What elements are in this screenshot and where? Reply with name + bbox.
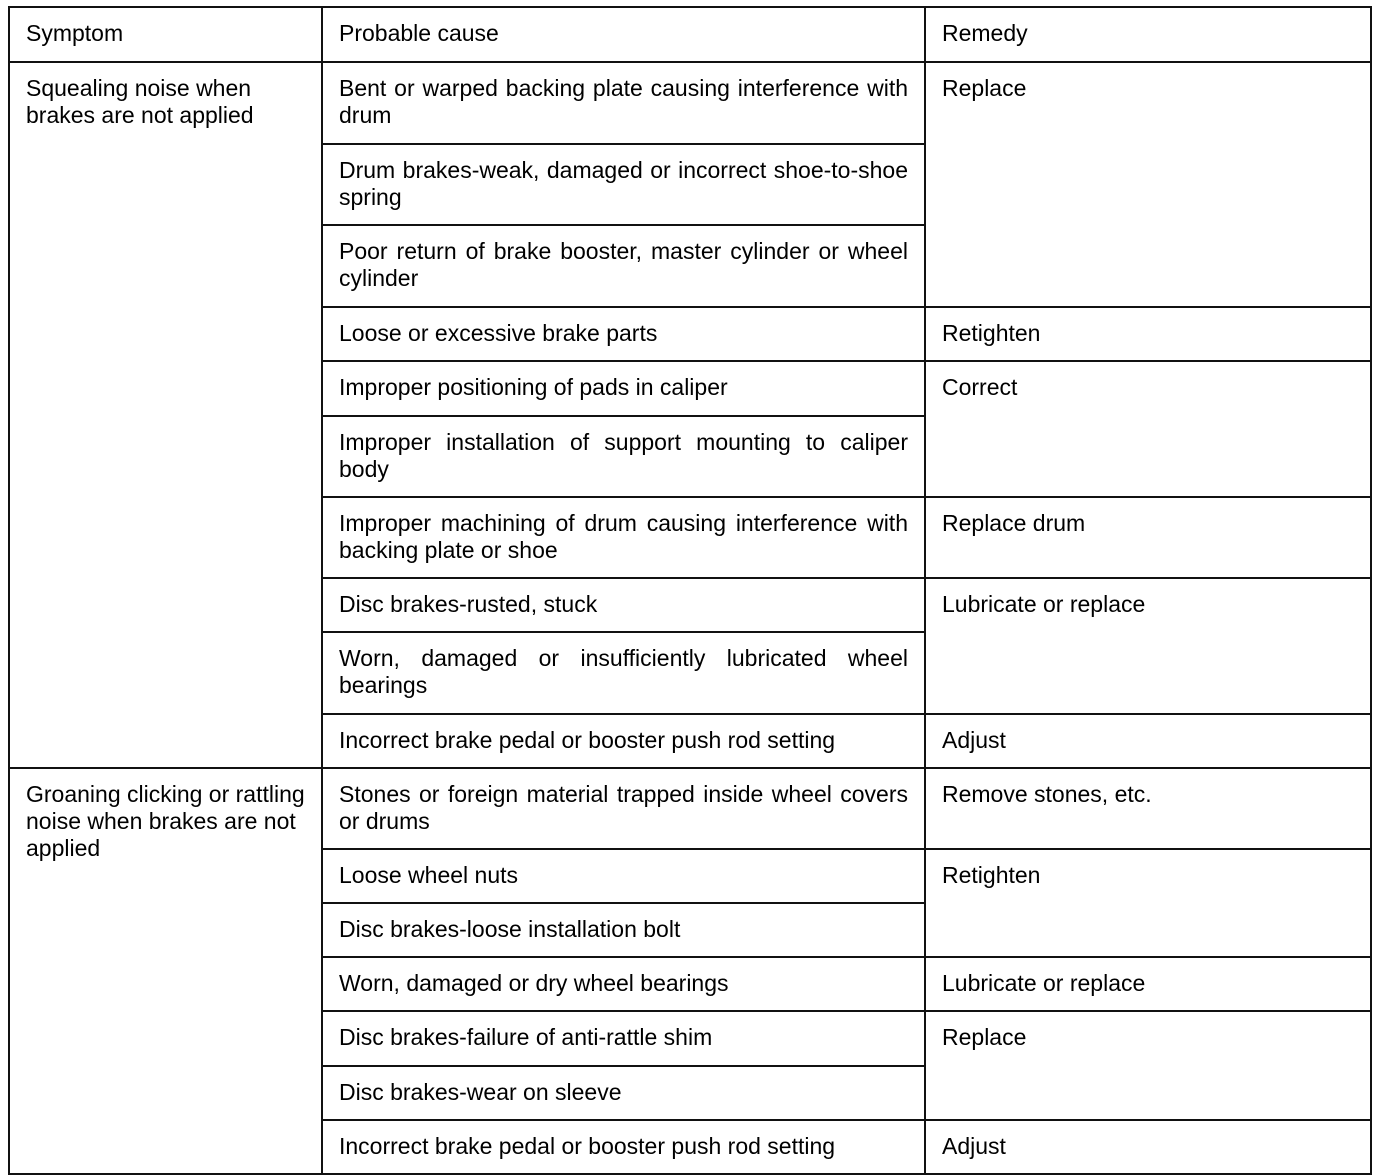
remedy-cell: Lubricate or replace xyxy=(925,578,1371,714)
troubleshooting-table-container xyxy=(8,6,1372,1175)
cause-cell: Improper machining of drum causing interference with backing plate or shoe xyxy=(322,497,925,578)
cause-cell: Incorrect brake pedal or booster push rod setting xyxy=(322,714,925,768)
remedy-cell: Adjust xyxy=(925,1120,1371,1174)
troubleshooting-table xyxy=(8,6,1372,1175)
remedy-cell: Remove stones, etc. xyxy=(925,768,1371,849)
table-row xyxy=(9,62,1371,144)
symptom-cell: Squealing noise when brakes are not applied xyxy=(9,62,322,768)
remedy-cell: Replace xyxy=(925,62,1371,307)
cause-cell: Stones or foreign material trapped inside wheel covers or drums xyxy=(322,768,925,849)
cause-cell: Drum brakes-weak, damaged or incorrect shoe-to-shoe spring xyxy=(322,144,925,225)
remedy-cell: Adjust xyxy=(925,714,1371,768)
cause-cell: Improper installation of support mounting to caliper body xyxy=(322,416,925,497)
remedy-cell: Correct xyxy=(925,361,1371,497)
cause-cell: Disc brakes-wear on sleeve xyxy=(322,1066,925,1120)
remedy-cell: Lubricate or replace xyxy=(925,957,1371,1011)
remedy-cell: Replace xyxy=(925,1011,1371,1120)
remedy-cell: Retighten xyxy=(925,849,1371,957)
symptom-cell: Groaning clicking or rattling noise when brakes are not applied xyxy=(9,768,322,1174)
header-remedy: Remedy xyxy=(925,7,1371,62)
cause-cell: Worn, damaged or dry wheel bearings xyxy=(322,957,925,1011)
cause-cell: Poor return of brake booster, master cylinder or wheel cylinder xyxy=(322,225,925,307)
cause-cell: Improper positioning of pads in caliper xyxy=(322,361,925,416)
header-symptom: Symptom xyxy=(9,7,322,62)
cause-cell: Disc brakes-failure of anti-rattle shim xyxy=(322,1011,925,1066)
cause-cell: Worn, damaged or insufficiently lubricated wheel bearings xyxy=(322,632,925,714)
cause-cell: Disc brakes-loose installation bolt xyxy=(322,903,925,957)
header-probable-cause: Probable cause xyxy=(322,7,925,62)
cause-cell: Incorrect brake pedal or booster push rod setting xyxy=(322,1120,925,1174)
cause-cell: Disc brakes-rusted, stuck xyxy=(322,578,925,632)
header-row xyxy=(9,7,1371,62)
remedy-cell: Retighten xyxy=(925,307,1371,361)
cause-cell: Loose wheel nuts xyxy=(322,849,925,903)
remedy-cell: Replace drum xyxy=(925,497,1371,578)
table-row xyxy=(9,768,1371,849)
cause-cell: Bent or warped backing plate causing interference with drum xyxy=(322,62,925,144)
cause-cell: Loose or excessive brake parts xyxy=(322,307,925,361)
